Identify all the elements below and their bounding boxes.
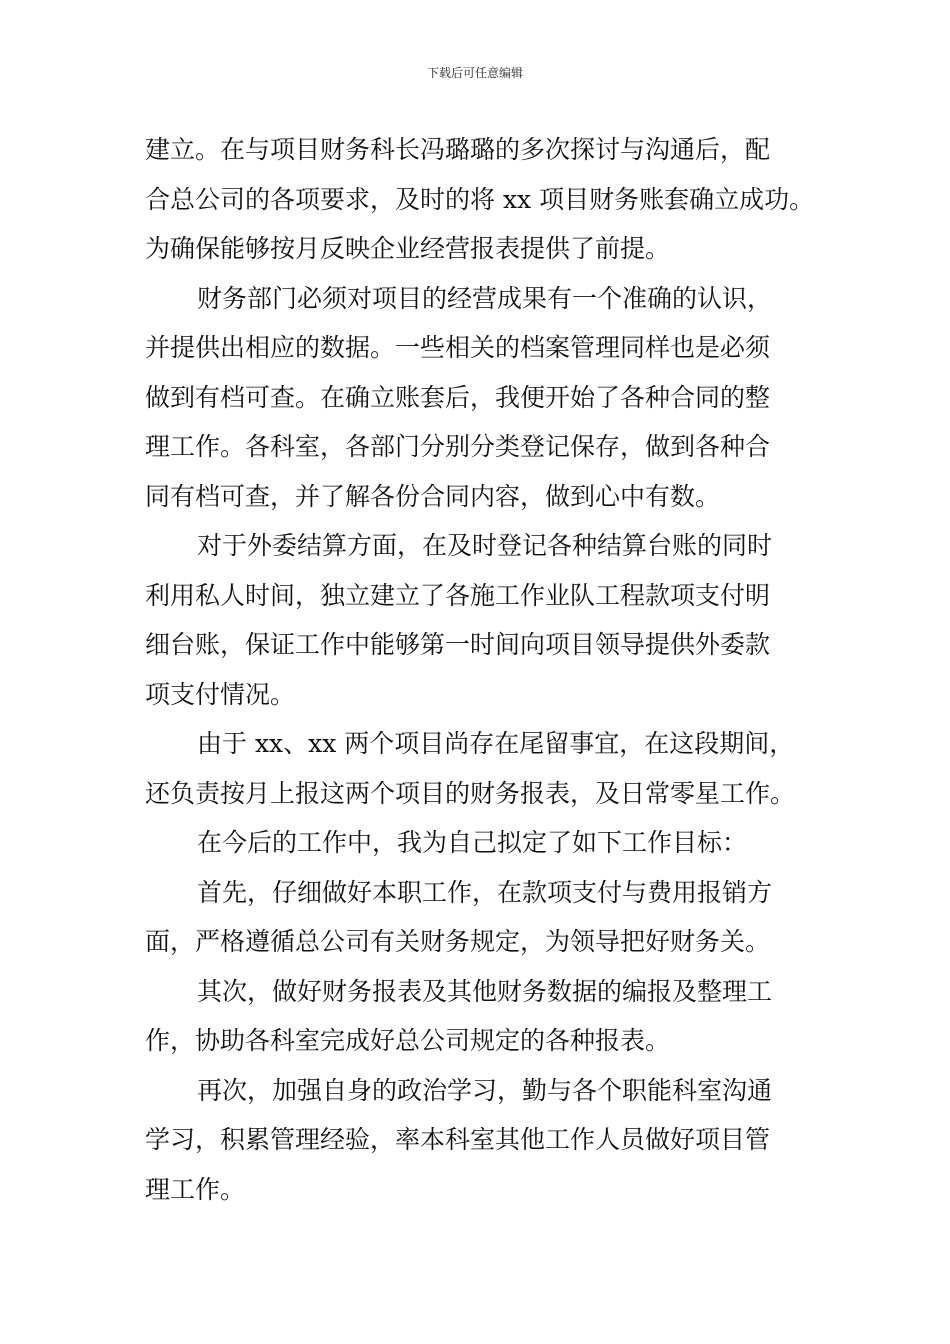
paragraph-line: 利用私人时间，独立建立了各施工作业队工程款项支付明: [145, 580, 771, 610]
paragraph-line: 细台账，保证工作中能够第一时间向项目领导提供外委款: [145, 630, 771, 659]
paragraph-goal-second: [145, 967, 815, 1066]
paragraph-line: 面，严格遵循总公司有关财务规定，为领导把好财务关。: [145, 927, 771, 956]
paragraph-line: 还负责按月上报这两个项目的财务报表，及日常零星工作。: [145, 778, 796, 808]
paragraph-line: 为确保能够按月反映企业经营报表提供了前提。: [145, 234, 671, 263]
paragraph-account-setup: [145, 125, 815, 274]
paragraph-line: 同有档可查，并了解各份合同内容，做到心中有数。: [145, 481, 721, 511]
paragraph-line: 其次，做好财务报表及其他财务数据的编报及整理工: [197, 976, 773, 1006]
paragraph-goals-intro: [145, 818, 815, 868]
paragraph-line: 由于 xx、xx 两个项目尚存在尾留事宜，在这段期间，: [197, 729, 795, 758]
paragraph-line: 学习，积累管理经验，率本科室其他工作人员做好项目管: [145, 1125, 771, 1154]
document-body: [145, 125, 815, 1214]
paragraph-line: 对于外委结算方面，在及时登记各种结算台账的同时: [197, 531, 773, 560]
paragraph-line: 合总公司的各项要求，及时的将 xx 项目财务账套确立成功。: [145, 184, 815, 214]
paragraph-line: 并提供出相应的数据。一些相关的档案管理同样也是必须: [145, 333, 771, 362]
paragraph-goal-first: [145, 868, 815, 967]
paragraph-line: 理工作。各科室，各部门分别分类登记保存，做到各种合: [145, 432, 771, 461]
paragraph-remaining-matters: [145, 719, 815, 818]
page-header: 下载后可任意编辑: [426, 66, 523, 80]
paragraph-archive-management: [145, 274, 815, 522]
paragraph-line: 首先，仔细做好本职工作，在款项支付与费用报销方: [197, 877, 773, 907]
paragraph-line: 在今后的工作中，我为自己拟定了如下工作目标：: [197, 828, 748, 857]
paragraph-line: 做到有档可查。在确立账套后，我便开始了各种合同的整: [145, 382, 771, 412]
paragraph-line: 建立。在与项目财务科长冯璐璐的多次探讨与沟通后，配: [145, 135, 771, 164]
paragraph-line: 财务部门必须对项目的经营成果有一个准确的认识，: [197, 283, 773, 313]
paragraph-line: 理工作。: [145, 1174, 246, 1204]
paragraph-line: 再次，加强自身的政治学习，勤与各个职能科室沟通: [197, 1075, 773, 1105]
paragraph-line: 作，协助各科室完成好总公司规定的各种报表。: [145, 1026, 671, 1055]
paragraph-settlement: [145, 521, 815, 719]
paragraph-line: 项支付情况。: [145, 679, 296, 709]
paragraph-goal-third: [145, 1066, 815, 1215]
